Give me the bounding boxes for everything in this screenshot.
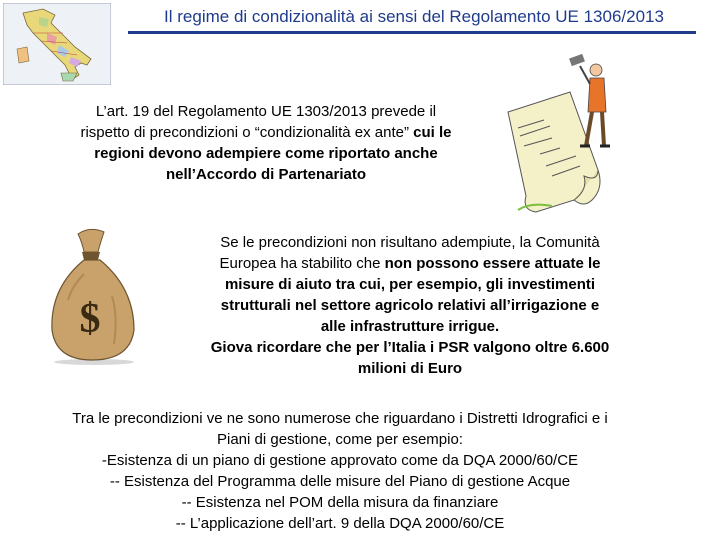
text-line: Europea ha stabilito che non possono essere attuate le — [219, 255, 601, 272]
person-hammering-document-icon — [500, 50, 622, 218]
text-line: alle infrastrutture irrigue. — [320, 318, 500, 335]
text-line: milioni di Euro — [357, 360, 463, 377]
text-line: L’art. 19 del Regolamento UE 1303/2013 prevede il — [95, 103, 437, 120]
title-underline — [128, 31, 696, 34]
text-line: regioni devono adempiere come riportato anche — [94, 145, 438, 162]
text-line: Se le precondizioni non risultano adempiute, la Comunità — [220, 234, 600, 251]
paragraph-conseguenze — [165, 232, 655, 379]
italy-regions-map-icon — [3, 3, 111, 85]
text-line: Tra le precondizioni ve ne sono numerose che riguardano i Distretti Idrografici e i — [72, 410, 608, 427]
list-item: -Esistenza di un piano di gestione approvato come da DQA 2000/60/CE — [101, 452, 579, 469]
svg-text:$: $ — [79, 296, 101, 342]
text-line: misure di aiuto tra cui, per esempio, gli investimenti — [224, 276, 596, 293]
text-line: nell’Accordo di Partenariato — [165, 166, 367, 183]
text-line: rispetto di precondizioni o “condizionalità ex ante” cui le — [80, 124, 452, 141]
text-line: Giova ricordare che per l’Italia i PSR valgono oltre 6.600 — [210, 339, 610, 356]
list-item: -- L’applicazione dell’art. 9 della DQA 2000/60/CE — [175, 515, 505, 532]
list-item: -- Esistenza del Programma delle misure del Piano di gestione Acque — [109, 473, 571, 490]
paragraph-precondizioni — [40, 101, 492, 185]
text-line: strutturali nel settore agricolo relativi all’irrigazione e — [220, 297, 600, 314]
paragraph-distretti — [10, 408, 670, 534]
text-line: Piani di gestione, come per esempio: — [217, 431, 463, 448]
page-title: Il regime di condizionalità ai sensi del Regolamento UE 1306/2013 — [164, 7, 664, 26]
money-bag-icon — [42, 226, 142, 366]
list-item: -- Esistenza nel POM della misura da finanziare — [181, 494, 499, 511]
